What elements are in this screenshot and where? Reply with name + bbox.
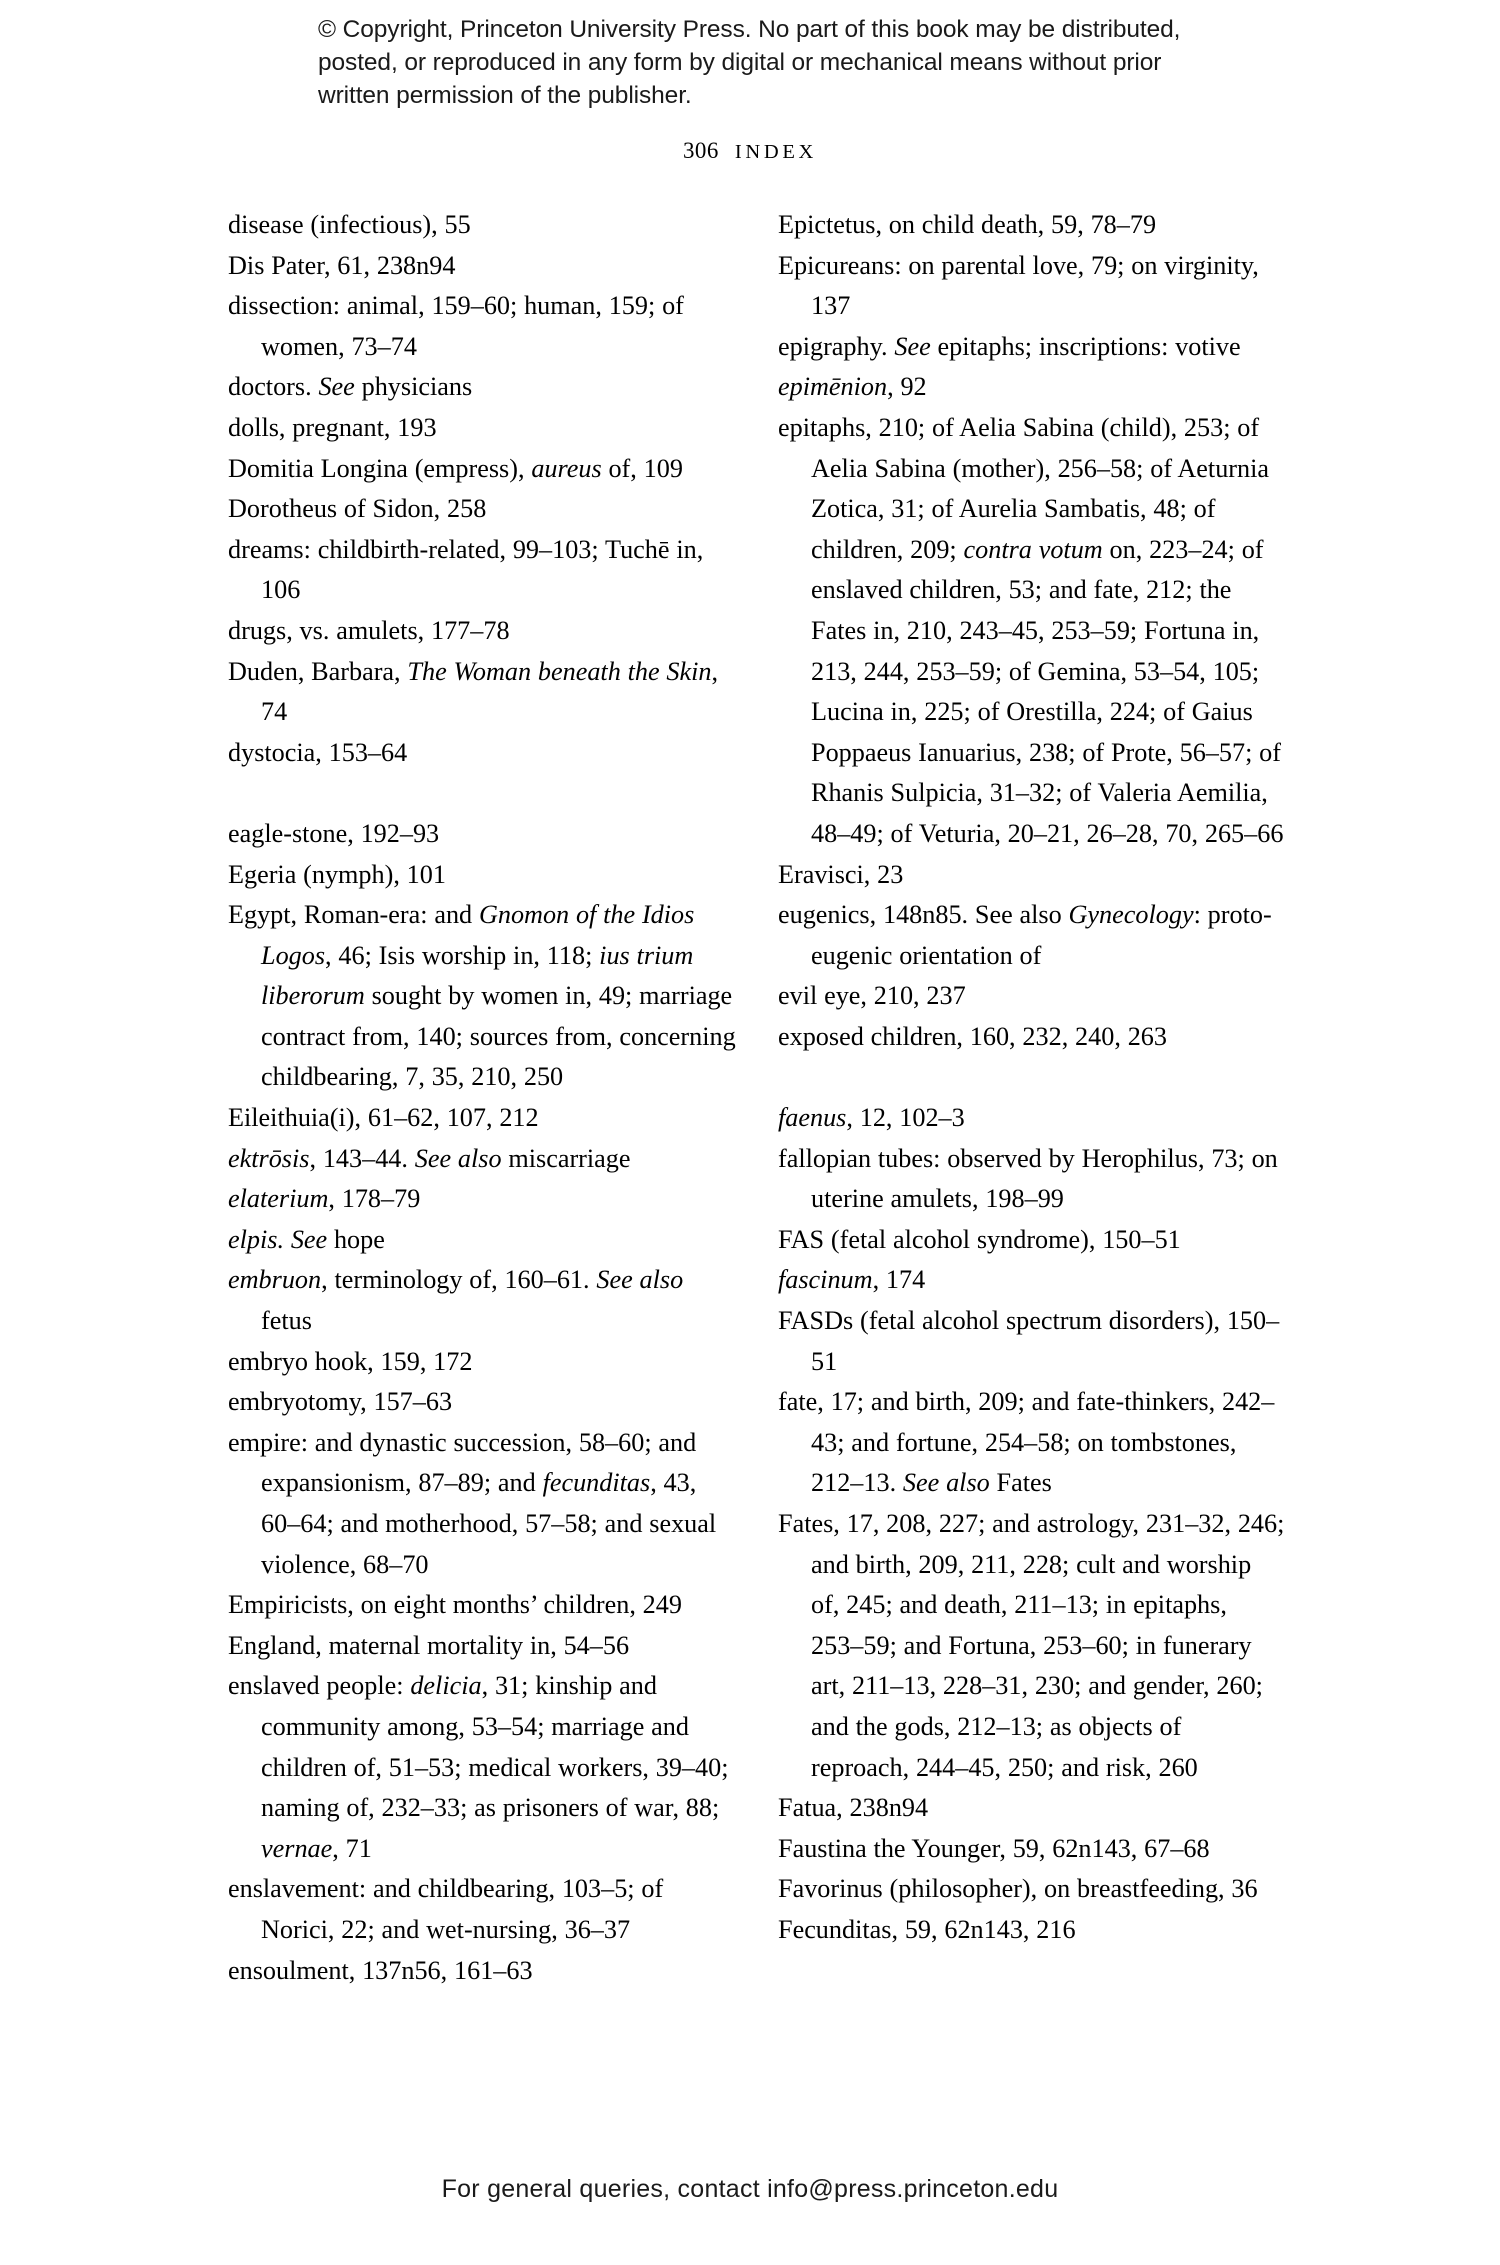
index-entry: Fatua, 238n94: [778, 1793, 929, 1823]
index-entry: dolls, pregnant, 193: [228, 412, 437, 442]
index-entry: epimēnion, 92: [778, 372, 927, 402]
index-entry: elaterium, 178–79: [228, 1184, 421, 1214]
index-entry: fate, 17; and birth, 209; and fate-thinkers, 242–43; and fortune, 254–58; on tombstones, 212–13. See also Fates: [778, 1387, 1275, 1498]
index-entry: Eravisci, 23: [778, 859, 904, 889]
index-entry: fascinum, 174: [778, 1265, 926, 1295]
index-entry: embruon, terminology of, 160–61. See also fetus: [228, 1265, 684, 1336]
footer-query-line: For general queries, contact info@press.princeton.edu: [441, 2175, 1059, 2203]
index-entry: ensoulment, 137n56, 161–63: [228, 1955, 533, 1985]
index-entry: Faustina the Younger, 59, 62n143, 67–68: [778, 1833, 1210, 1863]
running-head-label: INDEX: [734, 141, 818, 163]
index-entry: enslaved people: delicia, 31; kinship and community among, 53–54; marriage and children of, 51–53; medical workers, 39–40; naming of, 232–33; as prisoners of war, 88; vernae, 71: [228, 1671, 729, 1863]
index-entry: embryo hook, 159, 172: [228, 1346, 473, 1376]
index-entry: Egeria (nymph), 101: [228, 859, 446, 889]
index-entry: Favorinus (philosopher), on breastfeeding, 36: [778, 1874, 1258, 1904]
index-entry: dystocia, 153–64: [228, 737, 408, 767]
index-entry: Dorotheus of Sidon, 258: [228, 494, 487, 524]
running-head: [0, 138, 1500, 164]
index-entry: drugs, vs. amulets, 177–78: [228, 615, 510, 645]
index-entry: faenus, 12, 102–3: [778, 1103, 965, 1133]
index-entry: Domitia Longina (empress), aureus of, 109: [228, 453, 683, 483]
index-entry: empire: and dynastic succession, 58–60; and expansionism, 87–89; and fecunditas, 43, 60–64; and motherhood, 57–58; and sexual violence, 68–70: [228, 1427, 717, 1579]
index-entry: FASDs (fetal alcohol spectrum disorders), 150–51: [778, 1306, 1280, 1376]
index-entry: Egypt, Roman-era: and Gnomon of the Idios Logos, 46; Isis worship in, 118; ius trium liberorum sought by women in, 49; marriage contract from, 140; sources from, concerning childbearing, 7, 35, 210, 250: [228, 900, 736, 1092]
index-entry: Dis Pater, 61, 238n94: [228, 250, 456, 280]
index-entry: Fates, 17, 208, 227; and astrology, 231–32, 246; and birth, 209, 211, 228; cult and worship of, 245; and death, 211–13; in epitaphs, 253–59; and Fortuna, 253–60; in funerary art, 211–13, 228–31, 230; and gender, 260; and the gods, 212–13; as objects of reproach, 244–45, 250; and risk, 260: [778, 1509, 1285, 1782]
index-entry: ektrōsis, 143–44. See also miscarriage: [228, 1143, 631, 1173]
index-section-gap: [228, 773, 736, 814]
index-columns: [0, 205, 1500, 2035]
index-entry: Fecunditas, 59, 62n143, 216: [778, 1914, 1076, 1944]
index-entry: doctors. See physicians: [228, 372, 473, 402]
index-entry: England, maternal mortality in, 54–56: [228, 1630, 630, 1660]
index-entry: epigraphy. See epitaphs; inscriptions: votive: [778, 331, 1241, 361]
index-entry: dreams: childbirth-related, 99–103; Tuchē in, 106: [228, 534, 704, 605]
index-entry: Epicureans: on parental love, 79; on virginity, 137: [778, 250, 1259, 321]
index-entry: Epictetus, on child death, 59, 78–79: [778, 210, 1157, 239]
index-entry: eugenics, 148n85. See also Gynecology: proto-eugenic orientation of: [778, 900, 1272, 970]
index-entry: Empiricists, on eight months’ children, 249: [228, 1590, 682, 1620]
index-column-left: [228, 205, 736, 1991]
index-entry: FAS (fetal alcohol syndrome), 150–51: [778, 1224, 1181, 1254]
index-entry: exposed children, 160, 232, 240, 263: [778, 1021, 1167, 1051]
index-entry: embryotomy, 157–63: [228, 1387, 453, 1417]
index-entry: epitaphs, 210; of Aelia Sabina (child), 253; of Aelia Sabina (mother), 256–58; of Aeturnia Zotica, 31; of Aurelia Sambatis, 48; of children, 209; contra votum on, 223–24; of enslaved children, 53; and fate, 212; the Fates in, 210, 243–45, 253–59; Fortuna in, 213, 244, 253–59; of Gemina, 53–54, 105; Lucina in, 225; of Orestilla, 224; of Gaius Poppaeus Ianuarius, 238; of Prote, 56–57; of Rhanis Sulpicia, 31–32; of Valeria Aemilia, 48–49; of Veturia, 20–21, 26–28, 70, 265–66: [778, 412, 1284, 848]
index-entry: fallopian tubes: observed by Herophilus, 73; on uterine amulets, 198–99: [778, 1143, 1278, 1214]
index-entry: Duden, Barbara, The Woman beneath the Skin, 74: [228, 656, 719, 727]
page-folio-number: 306: [682, 138, 719, 163]
index-entry: elpis. See hope: [228, 1224, 385, 1254]
index-entry: evil eye, 210, 237: [778, 981, 966, 1011]
index-entry: disease (infectious), 55: [228, 210, 471, 239]
index-entry: dissection: animal, 159–60; human, 159; of women, 73–74: [228, 291, 684, 361]
index-entry: eagle-stone, 192–93: [228, 818, 440, 848]
index-entry: Eileithuia(i), 61–62, 107, 212: [228, 1103, 539, 1133]
index-column-right: [778, 205, 1286, 1951]
copyright-notice: © Copyright, Princeton University Press. No part of this book may be distributed, posted, or reproduced in any form by digital or mechanical means without prior written permission of the publisher.: [318, 16, 1181, 109]
index-entry: enslavement: and childbearing, 103–5; of Norici, 22; and wet-nursing, 36–37: [228, 1874, 664, 1944]
index-section-gap: [778, 1057, 1286, 1098]
